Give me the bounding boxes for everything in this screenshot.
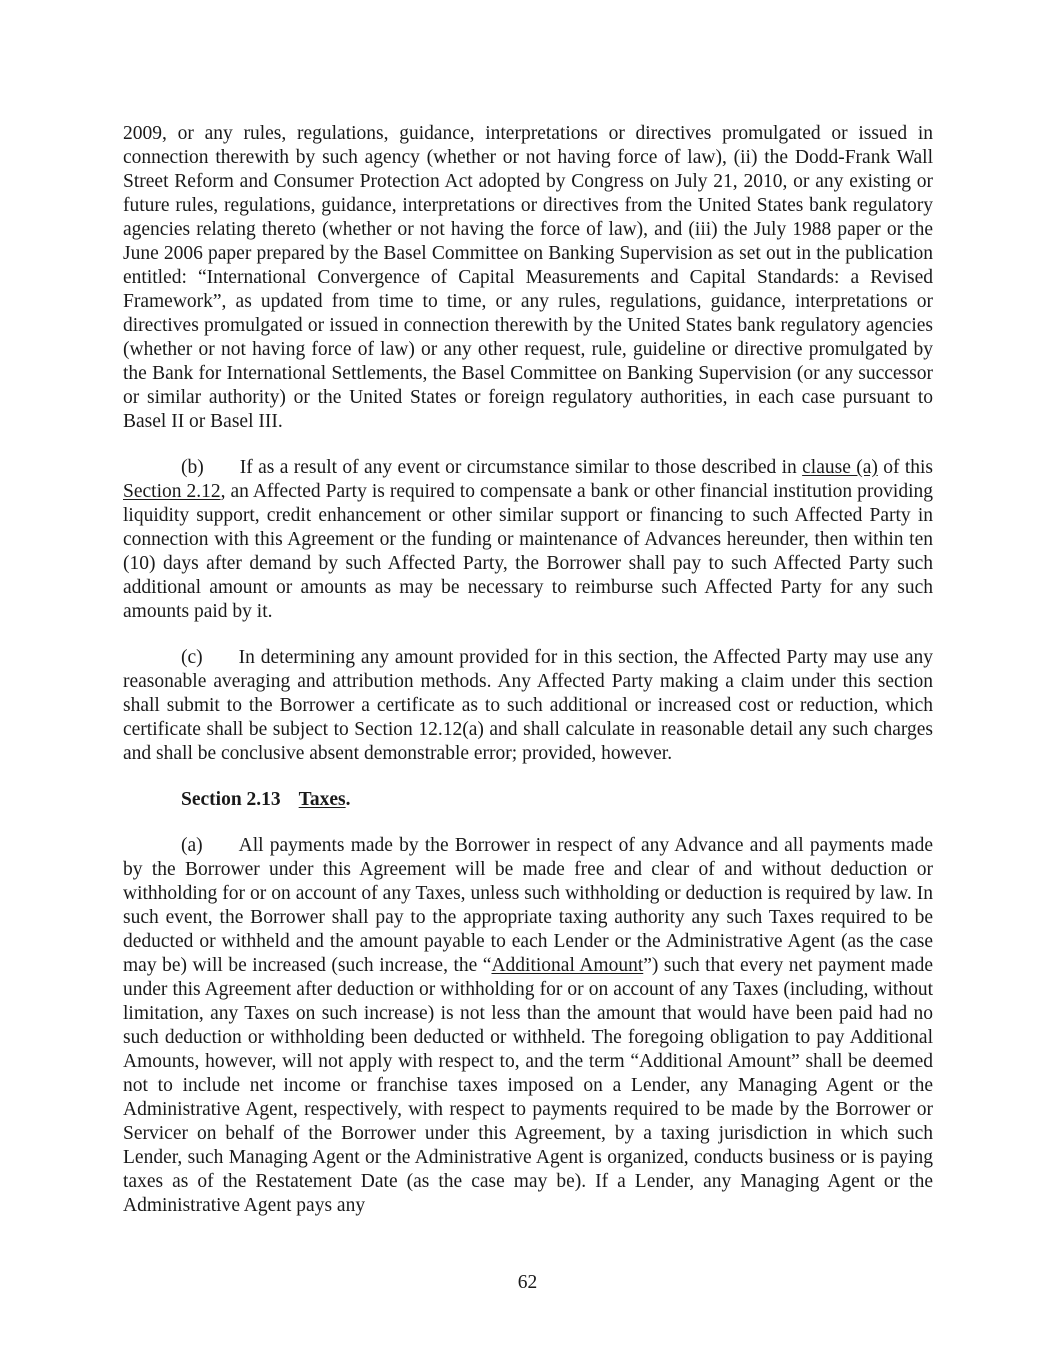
page-number: 62 [517,1272,538,1293]
paragraph-text: In determining any amount provided for in this section, the Affected Party may use any reasonable averaging and attribution methods. Any Affected Party making a claim under this section shall submit to the Borrower a certificate as to such additional or increased cost or reduction, which certificate shall be subject to Section 12.12(a) and shall calculate in reasonable detail any such charges and shall be conclusive absent demonstrable error; provided, however. [123,647,933,764]
paragraph-text: 2009, or any rules, regulations, guidance, interpretations or directives promulgated or issued in connection therewith by such agency (whether or not having force of law), (ii) the Dodd-Frank Wall Street Reform and Consumer Protection Act adopted by Congress on July 21, 2010, or any existing or future rules, regulations, guidance, interpretations or directives from the United States bank regulatory agencies relating thereto (whether or not having the force of law), and (iii) the July 1988 paper or the June 2006 paper prepared by the Basel Committee on Banking Supervision as set out in the publication entitled: “International Convergence of Capital Measurements and Capital Standards: a Revised Framework”, as updated from time to time, or any rules, regulations, guidance, interpretations or directives promulgated or issued in connection therewith by the United States bank regulatory agencies (whether or not having force of law) or any other request, rule, guideline or directive promulgated by the Bank for International Settlements, the Basel Committee on Banking Supervision (or any successor or similar authority) or the United States or foreign regulatory authorities, in each case pursuant to Basel II or Basel III. [123,123,933,432]
clause-label: (b) [181,457,204,478]
paragraph-text: of this [877,457,933,478]
page-body [123,122,933,1240]
paragraph-clause-b [123,456,933,624]
paragraph-text: , an Affected Party is required to compensate a bank or other financial institution providing liquidity support, credit enhancement or other similar support or financing to such Affected Party in connection with this Agreement or the funding or maintenance of Advances hereunder, then within ten (10) days after demand by such Affected Party, the Borrower shall pay to such Affected Party such additional amount or amounts as may be necessary to reimburse such Affected Party for any such amounts paid by it. [123,481,934,622]
section-heading [123,788,933,812]
section-title-period: . [345,789,351,810]
paragraph-clause-a [123,834,933,1218]
paragraph-text: If as a result of any event or circumstance similar to those described in [239,457,803,478]
cross-reference-section-2-12: Section 2.12 [123,481,221,502]
section-title: Taxes [298,789,346,810]
cross-reference-clause-a: clause (a) [802,457,878,478]
paragraph-clause-c [123,646,933,766]
clause-label: (a) [181,835,203,856]
defined-term-additional-amount: Additional Amount [491,955,644,976]
section-number: Section 2.13 [181,789,281,810]
clause-label: (c) [181,647,203,668]
paragraph-text: All payments made by the Borrower in respect of any Advance and all payments made by the Borrower under this Agreement will be made free and clear of and without deduction or withholding for or on account of any Taxes, unless such withholding or deduction is required by law. In such event, the Borrower shall pay to the appropriate taxing authority any such Taxes required to be deducted or withheld and the amount payable to each Lender or the Administrative Agent (as the case may be) will be increased (such increase, the “ [123,835,933,976]
paragraph-continuation [123,122,933,434]
paragraph-text: ”) such that every net payment made under this Agreement after deduction or withholding for or on account of any Taxes (including, without limitation, any Taxes on such increase) is not less than the amount that would have been paid had no such deduction or withholding been deducted or withheld. The foregoing obligation to pay Additional Amounts, however, will not apply with respect to, and the term “Additional Amount” shall be deemed not to include net income or franchise taxes imposed on a Lender, any Managing Agent or the Administrative Agent, respectively, with respect to payments required to be made by the Borrower or Servicer on behalf of the Borrower under this Agreement, by a taxing jurisdiction in which such Lender, such Managing Agent or the Administrative Agent is organized, conducts business or is paying taxes as of the Restatement Date (as the case may be). If a Lender, any Managing Agent or the Administrative Agent pays any [123,955,934,1216]
